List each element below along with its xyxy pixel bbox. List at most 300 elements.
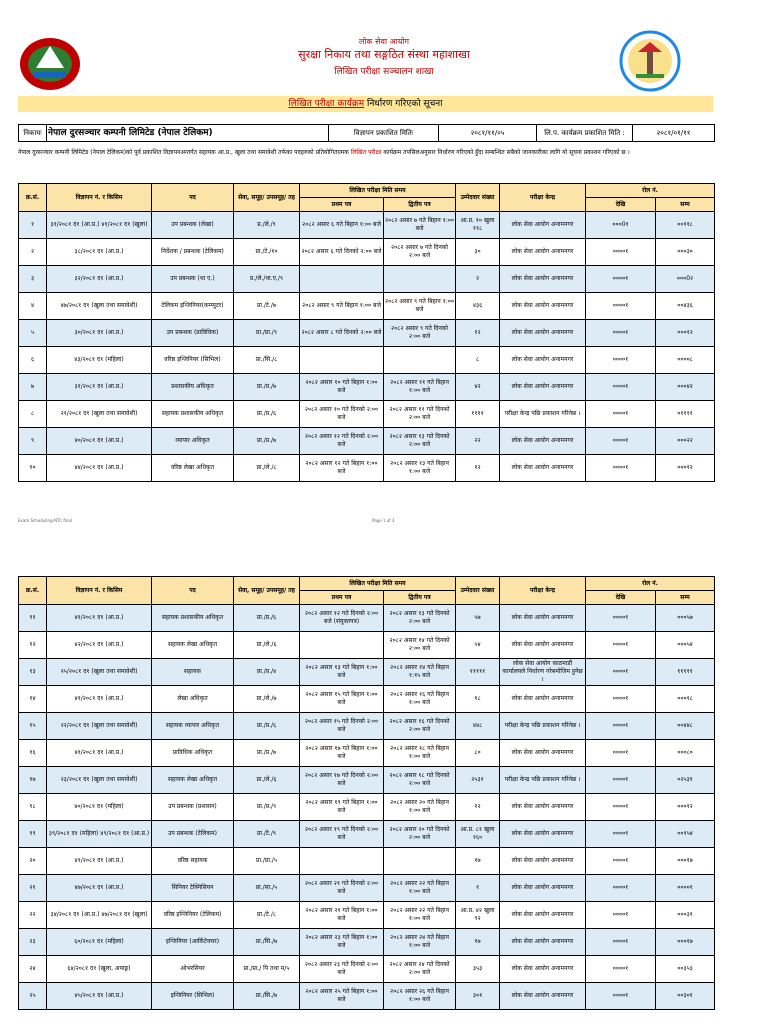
cell-service: प्रा./टे./१०	[234, 239, 300, 266]
intro-red: लिखित परीक्षा	[350, 149, 382, 156]
cell-from: ००००१	[586, 401, 656, 428]
table-row	[19, 767, 715, 794]
col-first-paper: प्रथम पत्र	[300, 198, 384, 212]
cell-from: ००००१	[586, 956, 656, 983]
cell-cand: ३०	[456, 239, 500, 266]
col-service: सेवा, समूह/ उपसमूह/ तह	[234, 184, 300, 212]
cell-adno: ३८/२०८१ द१ (आ.प्र.)	[47, 239, 152, 266]
table-row	[19, 428, 715, 455]
cell-post: उप प्रबन्धक (टेलिकम)	[152, 821, 234, 848]
cell-p2: २०८२ असार २२ गते बिहान १:०० बजे	[384, 902, 456, 929]
cell-center: लोक सेवा आयोग अनामनगर	[500, 266, 586, 293]
cell-to: ०००२२	[656, 428, 715, 455]
cell-adno: ४१/२०८१ द१ (आ.प्र.)	[47, 605, 152, 632]
cell-from: ००००१	[586, 293, 656, 320]
cell-post: वरिष्ठ सहायक	[152, 848, 234, 875]
cell-center: लोक सेवा आयोग अनामनगर	[500, 875, 586, 902]
cell-sn: ११	[19, 605, 47, 632]
cell-p2: २०८२ असार १४ गते बिहान १:१५ बजे	[384, 659, 456, 686]
cell-cand: ८०	[456, 740, 500, 767]
cell-from: ००००१	[586, 374, 656, 401]
table-row	[19, 902, 715, 929]
info-ad-date: २०८१/११/०५	[439, 125, 537, 142]
col-candidates: उम्मेदवार संख्या	[456, 577, 500, 605]
cell-sn: १५	[19, 713, 47, 740]
cell-adno: ४७/२०८१ द१ (खुला तथा समावेशी)	[47, 293, 152, 320]
cell-from: ००००१	[586, 902, 656, 929]
cell-center: लोक सेवा आयोग अनामनगर	[500, 632, 586, 659]
cell-center: लोक सेवा आयोग काठमाडौं कार्यालयले निर्धारण गरेबमोजिम हुनेछ ।	[500, 659, 586, 686]
cell-cand: १११११	[456, 659, 500, 686]
cell-post: सहायक प्रशासकीय अधिकृत	[152, 401, 234, 428]
info-label-prog-date: लि.प. कार्यक्रम प्रकाशित मिति :	[537, 125, 633, 142]
cell-p1: २०८२ असार १५ गते दिनको २:०० बजे	[300, 713, 384, 740]
cell-cand: आ.प्र. ८१ खुला १६०	[456, 821, 500, 848]
col-exam-date: लिखित परीक्षा मिति समय	[300, 577, 456, 591]
table-row	[19, 740, 715, 767]
table-row	[19, 374, 715, 401]
cell-center: लोक सेवा आयोग अनामनगर	[500, 848, 586, 875]
col-sn: क्र.सं.	[19, 184, 47, 212]
cell-service: प्रा./प्र./७	[234, 740, 300, 767]
col-first-paper: प्रथम पत्र	[300, 591, 384, 605]
cell-cand: १२	[456, 320, 500, 347]
cell-adno: ४१/२०८१ द१ (आ.प्र.)	[47, 740, 152, 767]
org-name: लोक सेवा आयोग	[358, 37, 410, 46]
cell-from: ००००१	[586, 713, 656, 740]
cell-p1: २०८२ असार १२ गते दिनको २:०० बजे (संयुक्तपत्र)	[300, 605, 384, 632]
cell-from: ००००१	[586, 767, 656, 794]
cell-p1: २०८२ असार २१ गते दिनको २:०० बजे	[300, 875, 384, 902]
cell-from: ००००१	[586, 848, 656, 875]
cell-cand: ५७	[456, 605, 500, 632]
cell-post: सहायक प्रशासकीय अधिकृत	[152, 605, 234, 632]
cell-p2: २०८२ असार १४ गते दिनको २:०० बजे	[384, 632, 456, 659]
cell-p1: २०८२ असार २३ गते दिनको २:०० बजे	[300, 956, 384, 983]
cell-service: प्रा./टे./९	[234, 821, 300, 848]
cell-p2: २०८२ असार २४ गते दिनको २:०० बजे	[384, 956, 456, 983]
cell-from: ००००१	[586, 347, 656, 374]
cell-service: प्रा./प्र./४	[234, 659, 300, 686]
cell-sn: २०	[19, 848, 47, 875]
cell-from: ००००१	[586, 821, 656, 848]
schedule-table-page2	[18, 576, 715, 1010]
cell-service: प्रा./प्रा./ पि तथा म/५	[234, 956, 300, 983]
cell-p1: २०८२ असार १९ गते बिहान १:०० बजे	[300, 794, 384, 821]
cell-adno: ४०/२०८१ द१ (आ.प्र.)	[47, 428, 152, 455]
cell-sn: १०	[19, 455, 47, 482]
table-row	[19, 983, 715, 1010]
cell-from: ००००१	[586, 320, 656, 347]
cell-sn: ४	[19, 293, 47, 320]
cell-center: लोक सेवा आयोग अनामनगर	[500, 428, 586, 455]
cell-adno: २३/२०८१ द१ (खुला तथा समावेशी)	[47, 767, 152, 794]
cell-p2: २०८२ असार १६ गते बिहान १:०० बजे	[384, 686, 456, 713]
cell-p2: २०८२ असार २० गते बिहान १:०० बजे	[384, 794, 456, 821]
cell-p1	[300, 266, 384, 293]
cell-post: लेखा अधिकृत	[152, 686, 234, 713]
table-row	[19, 632, 715, 659]
cell-to: ००१५४	[656, 821, 715, 848]
cell-to: ००३०१	[656, 983, 715, 1010]
cell-post: प्रशासकीय अधिकृत	[152, 374, 234, 401]
cell-center: लोक सेवा आयोग अनामनगर	[500, 347, 586, 374]
cell-service: प्रा./ले./७	[234, 686, 300, 713]
cell-sn: १८	[19, 794, 47, 821]
col-center: परीक्षा केन्द्र	[500, 184, 586, 212]
cell-sn: १६	[19, 740, 47, 767]
cell-cand: २२	[456, 428, 500, 455]
cell-p2: २०८२ असार २६ गते बिहान १:०० बजे	[384, 983, 456, 1010]
cell-center: लोक सेवा आयोग अनामनगर	[500, 956, 586, 983]
cell-sn: २५	[19, 983, 47, 1010]
cell-p2: २०८२ असार १८ गते दिनको २:०० बजे	[384, 767, 456, 794]
cell-post: टेलिकम इन्जिनियर(कम्प्युटर)	[152, 293, 234, 320]
col-post: पद	[152, 577, 234, 605]
info-label-body: निकायः	[19, 125, 47, 142]
cell-to: ००४३६	[656, 293, 715, 320]
cell-center: लोक सेवा आयोग अनामनगर	[500, 212, 586, 239]
cell-adno: २२/२०८१ द१ (खुला तथा समावेशी)	[47, 713, 152, 740]
info-label-ad-date: विज्ञापन प्रकाशित मितिः	[329, 125, 439, 142]
cell-sn: १	[19, 212, 47, 239]
col-roll: रोल नं.	[586, 577, 715, 591]
cell-p1: २०८२ असार २५ गते बिहान १:०० बजे	[300, 983, 384, 1010]
cell-adno: २५/२०८१ द१ (खुला तथा समावेशी)	[47, 659, 152, 686]
cell-service: प्र./ले./था.ए./९	[234, 266, 300, 293]
cell-to: ००००८	[656, 347, 715, 374]
cell-from: ००००१	[586, 659, 656, 686]
cell-p2	[384, 266, 456, 293]
cell-p2: २०८२ असार ९ गते बिहान १:०० बजे	[384, 293, 456, 320]
cell-sn: १९	[19, 821, 47, 848]
cell-p1: २०८२ असार ९ गते बिहान १:०० बजे	[300, 293, 384, 320]
cell-sn: २२	[19, 902, 47, 929]
cell-p2: २०८२ असार ७ गते दिनको २:०० बजे	[384, 239, 456, 266]
cell-center: लोक सेवा आयोग अनामनगर	[500, 983, 586, 1010]
cell-adno: ६४/२०८१ द१ (खुला, अपाङ्ग)	[47, 956, 152, 983]
col-sn: क्र.सं.	[19, 577, 47, 605]
cell-cand: ११११	[456, 401, 500, 428]
cell-p1: २०८२ असार १९ गते दिनको २:०० बजे	[300, 821, 384, 848]
col-center: परीक्षा केन्द्र	[500, 577, 586, 605]
cell-post: ओभरसियर	[152, 956, 234, 983]
cell-p1: २०८२ असार १७ गते बिहान १:०० बजे	[300, 740, 384, 767]
cell-to: ०००१२	[656, 320, 715, 347]
cell-adno: ४४/२०८१ द१ (आ.प्र.)	[47, 455, 152, 482]
cell-to: ०००१२	[656, 794, 715, 821]
cell-p2: २०८२ असार २२ गते बिहान १:०० बजे	[384, 875, 456, 902]
intro-part1: नेपाल दुरसञ्चार कम्पनी लिमिटेड (नेपाल टेलिकम)को पूर्व प्रकाशित विज्ञापनअन्तर्गत सहायक आ.प्र., खुला तथा समावेशी तर्फका पदहरुको प्रतियोगितात्मक	[18, 149, 351, 156]
cell-to: ००००१	[656, 875, 715, 902]
table-row	[19, 212, 715, 239]
cell-from: ००००१	[586, 239, 656, 266]
cell-service: प्रा./ले./८	[234, 455, 300, 482]
table-row	[19, 455, 715, 482]
cell-from: ००००१	[586, 875, 656, 902]
cell-to: ०२५३१	[656, 767, 715, 794]
cell-p2: २०८२ असार ११ गते बिहान १:०० बजे	[384, 374, 456, 401]
col-adno: विज्ञापन नं. र किसिम	[47, 577, 152, 605]
cell-center: परीक्षा केन्द्र पछि प्रकाशन गरिनेछ ।	[500, 401, 586, 428]
cell-sn: २	[19, 239, 47, 266]
cell-post: सहायक लेखा अधिकृत	[152, 632, 234, 659]
cell-from: ००००१	[586, 266, 656, 293]
cell-sn: १३	[19, 659, 47, 686]
cell-sn: ६	[19, 347, 47, 374]
table-row	[19, 956, 715, 983]
cell-service: प्रा./सि./८	[234, 347, 300, 374]
table-row	[19, 659, 715, 686]
cell-cand: ३०१	[456, 983, 500, 1010]
cell-p1: २०८२ असार १७ गते दिनको २:०० बजे	[300, 767, 384, 794]
cell-p1: २०८२ असार १३ गते बिहान १:०० बजे	[300, 659, 384, 686]
cell-p1	[300, 848, 384, 875]
cell-center: लोक सेवा आयोग अनामनगर	[500, 455, 586, 482]
cell-to: ०००८०	[656, 740, 715, 767]
cell-p2	[384, 848, 456, 875]
cell-post: उप प्रबन्धक (लेखा)	[152, 212, 234, 239]
cell-p1: २०८२ असार २१ गते बिहान १:०० बजे	[300, 902, 384, 929]
cell-center: लोक सेवा आयोग अनामनगर	[500, 239, 586, 266]
cell-adno: ३४/२०८१ द१ (आ.प्र.) ४७/२०८१ द१ (खुला)	[47, 902, 152, 929]
cell-to: ०११११	[656, 401, 715, 428]
cell-to: ०००१८	[656, 686, 715, 713]
cell-cand: १७	[456, 848, 500, 875]
cell-post: वरिष्ठ इन्जिनियर (टेलिकम)	[152, 902, 234, 929]
cell-adno: २१/२०८१ द१ (खुला तथा समावेशी)	[47, 401, 152, 428]
cell-from: ००००१	[586, 794, 656, 821]
cell-sn: १७	[19, 767, 47, 794]
table-row	[19, 401, 715, 428]
cell-post: सहायक लेखा अधिकृत	[152, 767, 234, 794]
cell-sn: १२	[19, 632, 47, 659]
cell-from: ००००१	[586, 455, 656, 482]
cell-to: ००३५३	[656, 956, 715, 983]
col-second-paper: द्वितीय पत्र	[384, 198, 456, 212]
cell-post: इन्जिनियर (सिभिल)	[152, 983, 234, 1010]
cell-p1: २०८२ असार १० गते दिनको २:०० बजे	[300, 401, 384, 428]
cell-service: प्रा./प्रा./५	[234, 848, 300, 875]
cell-post: निर्देशक / प्रबन्धक (टेलिकम)	[152, 239, 234, 266]
cell-adno: ४३/२०८१ द१ (महिला)	[47, 347, 152, 374]
cell-center: परीक्षा केन्द्र पछि प्रकाशन गरिनेछ ।	[500, 713, 586, 740]
cell-p1: २०८२ असार ६ गते दिनको २:०० बजे	[300, 239, 384, 266]
cell-from: ०००0१	[586, 212, 656, 239]
cell-service: प्रा./टे./८	[234, 902, 300, 929]
schedule-table-page1	[18, 183, 715, 482]
table-row	[19, 293, 715, 320]
cell-post: इन्जिनियर (आर्किटेक्चर)	[152, 929, 234, 956]
cell-p2: २०८२ असार ११ गते दिनको २:०० बजे	[384, 401, 456, 428]
cell-post: वरिष्ठ इन्जिनियर (सिभिल)	[152, 347, 234, 374]
cell-cand: ४२	[456, 374, 500, 401]
cell-post: सहायक	[152, 659, 234, 686]
cell-adno: ३९/२०८१ द१ (महिला) ४९/२०८१ द१ (आ.प्र.)	[47, 821, 152, 848]
cell-service: प्रा./प्र./७	[234, 374, 300, 401]
col-adno: विज्ञापन नं. र किसिम	[47, 184, 152, 212]
cell-sn: ९	[19, 428, 47, 455]
cell-adno: ४०/२०८१ द१ (महिला)	[47, 794, 152, 821]
cell-from: ००००१	[586, 740, 656, 767]
col-roll-from: देखि	[586, 198, 656, 212]
cell-center: लोक सेवा आयोग अनामनगर	[500, 902, 586, 929]
cell-cand: ४३६	[456, 293, 500, 320]
table-row	[19, 605, 715, 632]
cell-to: १११११	[656, 659, 715, 686]
intro-part2: कार्यक्रम तपसिलअनुसार निर्धारण गरिएको हुँदा सम्बन्धित सबैको जानकारीका लागि यो सूचना प्रकाशन गरिएको छ ।	[381, 149, 630, 156]
division-name: सुरक्षा निकाय तथा सङ्गठित संस्था महाशाखा	[298, 48, 470, 61]
cell-cand: २	[456, 266, 500, 293]
cell-from: ००००१	[586, 929, 656, 956]
table-row	[19, 794, 715, 821]
cell-center: लोक सेवा आयोग अनामनगर	[500, 293, 586, 320]
table-row	[19, 713, 715, 740]
col-candidates: उम्मेदवार संख्या	[456, 184, 500, 212]
cell-p2: २०८२ असार १३ गते बिहान १:०० बजे	[384, 455, 456, 482]
info-prog-date: २०८१/०१/११	[633, 125, 715, 142]
cell-center: लोक सेवा आयोग अनामनगर	[500, 929, 586, 956]
cell-p1: २०८२ असार २३ गते बिहान १:०० बजे	[300, 929, 384, 956]
cell-service: प्रा./ले./६	[234, 767, 300, 794]
footer-page: Page 1 of 3	[372, 518, 395, 523]
cell-p1	[300, 632, 384, 659]
cell-p1: २०८२ असार १२ गते बिहान १:०० बजे	[300, 455, 384, 482]
cell-to: ०००१७	[656, 929, 715, 956]
cell-p2: २०८२ असार ७ गते बिहान १:०० बजे	[384, 212, 456, 239]
cell-center: लोक सेवा आयोग अनामनगर	[500, 374, 586, 401]
cell-to: ०००३०	[656, 239, 715, 266]
cell-service: प्रा./सा./५	[234, 875, 300, 902]
cell-p1: २०८२ असार १२ गते दिनको २:०० बजे	[300, 428, 384, 455]
cell-center: लोक सेवा आयोग अनामनगर	[500, 605, 586, 632]
cell-p2: २०८२ असार १६ गते दिनको २:०० बजे	[384, 713, 456, 740]
cell-adno: ३१/२०८१ द१ (आ.प्र.)	[47, 374, 152, 401]
notice-title-red: लिखित परीक्षा कार्यक्रम	[288, 99, 365, 109]
cell-cand: ८	[456, 347, 500, 374]
cell-cand: १७	[456, 929, 500, 956]
info-body: नेपाल दुरसञ्चार कम्पनी लिमिटेड (नेपाल टेलिकम)	[47, 125, 329, 142]
col-roll: रोल नं.	[586, 184, 715, 198]
notice-title-rest: निर्धारण गरिएको सूचना	[364, 99, 443, 109]
cell-to: ०००0२	[656, 266, 715, 293]
cell-cand: आ.प्र. ४२ खुला ९२	[456, 902, 500, 929]
cell-service: प्रा./सि./७	[234, 983, 300, 1010]
cell-to: ०००५७	[656, 605, 715, 632]
col-roll-to: सम्म	[656, 198, 715, 212]
cell-adno: ४२/२०८१ द१ (आ.प्र.)	[47, 632, 152, 659]
cell-cand: १२	[456, 455, 500, 482]
cell-service: प्रा./प्र./६	[234, 605, 300, 632]
cell-post: उप प्रबन्धक (था ए.)	[152, 266, 234, 293]
cell-from: ००००१	[586, 605, 656, 632]
table-row	[19, 320, 715, 347]
cell-post: व्यापार अधिकृत	[152, 428, 234, 455]
cell-to: ०००१७	[656, 848, 715, 875]
table-row	[19, 266, 715, 293]
cell-sn: ७	[19, 374, 47, 401]
cell-sn: ८	[19, 401, 47, 428]
cell-cand: १२	[456, 794, 500, 821]
cell-p2: २०८२ असार १८ गते बिहान १:०० बजे	[384, 740, 456, 767]
table-row	[19, 875, 715, 902]
cell-service: प्रा./प्र./६	[234, 713, 300, 740]
cell-to: ०००४२	[656, 374, 715, 401]
info-table	[18, 124, 715, 142]
cell-service: प्रा./प्र./७	[234, 428, 300, 455]
branch-name: लिखित परीक्षा सञ्चालन शाखा	[334, 67, 434, 77]
cell-service: प्रा./प्र./६	[234, 401, 300, 428]
cell-sn: १४	[19, 686, 47, 713]
cell-adno: ३०/२०८१ द१ (आ.प्र.)	[47, 320, 152, 347]
cell-p1: २०८२ असार १५ गते बिहान १:०० बजे	[300, 686, 384, 713]
table-row	[19, 929, 715, 956]
cell-adno: ४५/२०८१ द१ (आ.प्र.)	[47, 983, 152, 1010]
cell-service: प्रा./ले./६	[234, 632, 300, 659]
cell-to: ०००१२	[656, 455, 715, 482]
col-exam-date: लिखित परीक्षा मिति समय	[300, 184, 456, 198]
cell-p2: २०८२ असार २० गते दिनको २:०० बजे	[384, 821, 456, 848]
notice-title	[18, 96, 713, 112]
table-row	[19, 239, 715, 266]
cell-adno: ६०/२०८१ द१ (महिला)	[47, 929, 152, 956]
cell-center: लोक सेवा आयोग अनामनगर	[500, 794, 586, 821]
col-post: पद	[152, 184, 234, 212]
cell-service: प्रा./प्रा./९	[234, 320, 300, 347]
cell-center: लोक सेवा आयोग अनामनगर	[500, 686, 586, 713]
table-row	[19, 848, 715, 875]
cell-p2: २०८२ असार ९ गते दिनको २:०० बजे	[384, 320, 456, 347]
table-row	[19, 347, 715, 374]
cell-cand: ३५३	[456, 956, 500, 983]
cell-from: ००००१	[586, 983, 656, 1010]
cell-from: ००००१	[586, 428, 656, 455]
cell-to: ०००३१	[656, 902, 715, 929]
cell-cand: आ.प्र. १० खुला ११८	[456, 212, 500, 239]
col-roll-from: देखि	[586, 591, 656, 605]
cell-service: प्रा./टे./७	[234, 293, 300, 320]
cell-service: प्रा./प्र./९	[234, 794, 300, 821]
table-row	[19, 821, 715, 848]
col-roll-to: सम्म	[656, 591, 715, 605]
cell-sn: २१	[19, 875, 47, 902]
cell-adno: ४१/२०८१ द१ (आ.प्र.)	[47, 686, 152, 713]
cell-cand: २५३१	[456, 767, 500, 794]
cell-adno: ३२/२०८१ द१ (आ.प्र.)	[47, 266, 152, 293]
cell-post: प्राविधिक अधिकृत	[152, 740, 234, 767]
cell-p1: २०८२ असार १० गते बिहान १:०० बजे	[300, 374, 384, 401]
cell-p2: २०८२ असार २४ गते बिहान १:०० बजे	[384, 929, 456, 956]
cell-sn: ३	[19, 266, 47, 293]
cell-from: ००००१	[586, 686, 656, 713]
cell-center: लोक सेवा आयोग अनामनगर	[500, 320, 586, 347]
cell-center: लोक सेवा आयोग अनामनगर	[500, 740, 586, 767]
cell-service: प्र./ले./९	[234, 212, 300, 239]
cell-center: परीक्षा केन्द्र पछि प्रकाशन गरिनेछ ।	[500, 767, 586, 794]
cell-center: लोक सेवा आयोग अनामनगर	[500, 821, 586, 848]
cell-post: वरिष्ठ लेखा अधिकृत	[152, 455, 234, 482]
footer-file: Exam Scheduling-NTC final	[18, 518, 72, 523]
cell-sn: २३	[19, 929, 47, 956]
cell-p1: २०८२ असार ६ गते बिहान १:०० बजे	[300, 212, 384, 239]
cell-service: प्रा./सि./७	[234, 929, 300, 956]
cell-adno: ४१/२०८१ द१ (आ.प्र.)	[47, 848, 152, 875]
col-service: सेवा, समूह/ उपसमूह/ तह	[234, 577, 300, 605]
cell-cand: ५४	[456, 632, 500, 659]
intro-paragraph	[18, 146, 708, 160]
cell-cand: ४४८	[456, 713, 500, 740]
cell-adno: ४७/२०८१ द१ (आ.प्र.)	[47, 875, 152, 902]
